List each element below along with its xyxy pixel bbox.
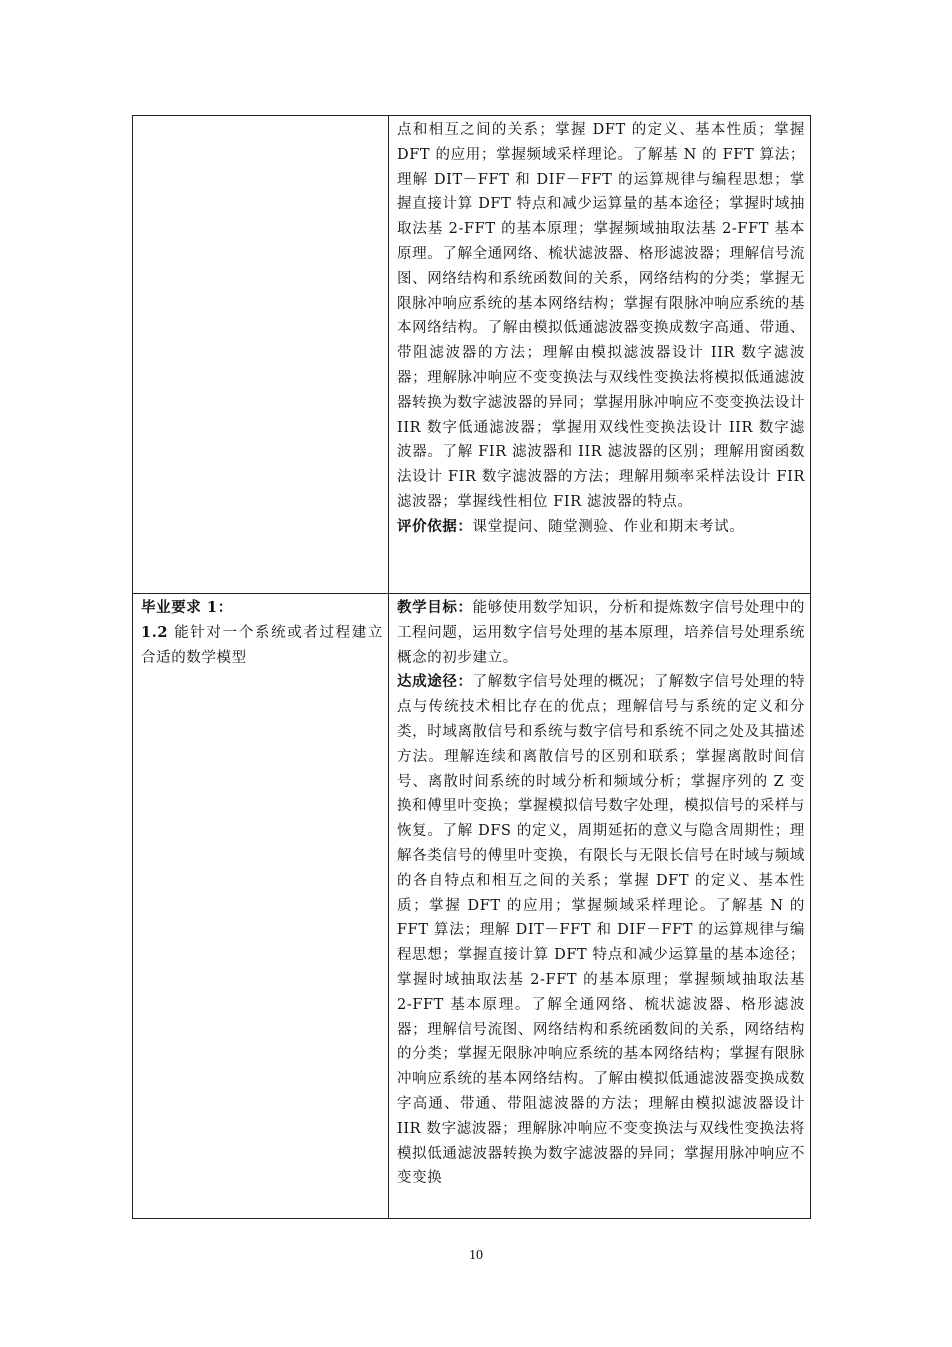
requirements-table [132,115,811,1219]
achievement-path-label: 达成途径： [397,673,473,691]
achievement-path [397,670,805,1191]
requirement-title: 毕业要求 1： [141,599,233,616]
row2-left-cell [133,594,389,1219]
teaching-goal-label: 教学目标： [397,599,473,616]
table-row [133,594,811,1219]
evaluation-label: 评价依据： [397,517,473,535]
achievement-path-text: 了解数字信号处理的概况；了解数字信号处理的特点与传统技术相比存在的优点；理解信号与系统的定义和分类，时域离散信号和系统与数字信号和系统不同之处及其描述方法。理解连续和离散信号的区别和联系；掌握离散时间信号、离散时间系统的时域分析和频域分析；掌握序列的 Z 变换和傅里叶变换；掌握模拟信号数字处理，模拟信号的采样与恢复。了解 DFS 的定义，周期延拓的意义与隐含周期性；理解各类信号的傅里叶变换，有限长与无限长信号在时域与频域的各自特点和相互之间的关系；掌握 DFT 的定义、基本性质；掌握 DFT 的应用；掌握频域采样理论。了解基 N 的 FFT 算法；理解 DIT－FFT 和 DIF－FFT 的运算规律与编程思想；掌握直接计算 DFT 特点和减少运算量的基本途径；掌握时域抽取法基 2-FFT 的基本原理；掌握频域抽取法基 2-FFT 基本原理。了解全通网络、梳状滤波器、格形滤波器；理解信号流图、网络结构和系统函数间的关系，网络结构的分类；掌握无限脉冲响应系统的基本网络结构；掌握有限脉冲响应系统的基本网络结构。了解由模拟低通滤波器变换成数字高通、带通、带阻滤波器的方法；理解由模拟滤波器设计 IIR 数字滤波器；理解脉冲响应不变变换法与双线性变换法将模拟低通滤波器转换为数字滤波器的异同；掌握用脉冲响应不变变换 [397,674,806,1187]
requirement-text: 能针对一个系统或者过程建立合适的数学模型 [141,624,383,666]
evaluation-text: 课堂提问、随堂测验、作业和期末考试。 [472,518,745,535]
requirement-number: 1.2 [141,623,169,641]
teaching-goal-text: 能够使用数学知识，分析和提炼数字信号处理中的工程问题，运用数字信号处理的基本原理，培养信号处理系统概念的初步建立。 [397,600,806,666]
row2-right-cell [389,594,811,1219]
row1-right-cell [389,116,811,594]
requirement-description [141,621,383,671]
row1-path-text: 点和相互之间的关系；掌握 DFT 的定义、基本性质；掌握 DFT 的应用；掌握频域采样理论。了解基 N 的 FFT 算法；理解 DIT－FFT 和 DIF－FFT 的运算规律与编程思想；掌握直接计算 DFT 特点和减少运算量的基本途径；掌握时域抽取法基 2-FFT 的基本原理；掌握频域抽取法基 2-FFT 基本原理。了解全通网络、梳状滤波器、格形滤波器；理解信号流图、网络结构和系统函数间的关系，网络结构的分类；掌握无限脉冲响应系统的基本网络结构；掌握有限脉冲响应系统的基本网络结构。了解由模拟低通滤波器变换成数字高通、带通、带阻滤波器的方法；理解由模拟滤波器设计 IIR 数字滤波器；理解脉冲响应不变变换法与双线性变换法将模拟低通滤波器转换为数字滤波器的异同；掌握用脉冲响应不变变换法设计 IIR 数字低通滤波器；掌握用双线性变换法设计 IIR 数字滤波器。了解 FIR 滤波器和 IIR 滤波器的区别；理解用窗函数法设计 FIR 数字滤波器的方法；理解用频率采样法设计 FIR 滤波器；掌握线性相位 FIR 滤波器的特点。 [397,122,805,510]
table-row [133,116,811,594]
teaching-goal [397,596,805,670]
row1-evaluation [397,515,805,540]
row1-left-cell [133,116,389,594]
page-number: 10 [469,1248,483,1263]
